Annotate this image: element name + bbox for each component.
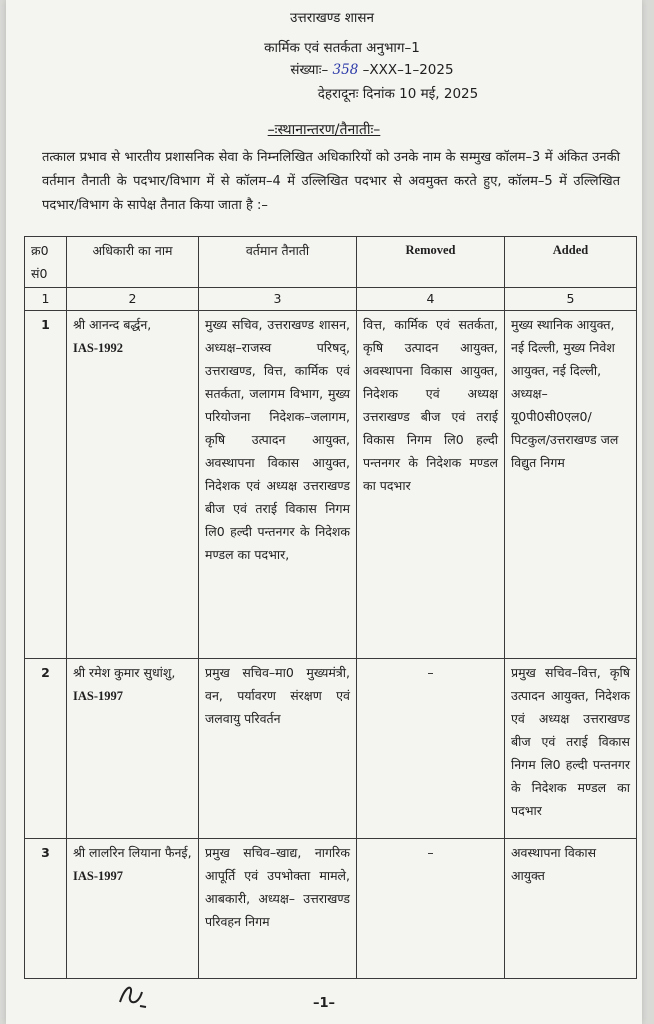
officer-service-batch: IAS-1992 bbox=[73, 341, 124, 355]
column-number: 1 bbox=[25, 288, 67, 311]
added-posting: अवस्थापना विकास आयुक्त bbox=[505, 839, 637, 979]
table-row bbox=[25, 311, 637, 659]
serial-number: 2 bbox=[25, 659, 67, 839]
header-added: Added bbox=[505, 237, 637, 288]
table-header-row bbox=[25, 237, 637, 288]
removed-posting: – bbox=[357, 659, 505, 839]
header-current-posting: वर्तमान तैनाती bbox=[199, 237, 357, 288]
current-posting: प्रमुख सचिव–खाद्य, नागरिक आपूर्ति एवं उपभोक्ता मामले, आबकारी, अध्यक्ष– उत्तराखण्ड परिवहन निगम bbox=[199, 839, 357, 979]
column-number: 2 bbox=[67, 288, 199, 311]
officer-name: श्री लालरिन लियाना फैनई, bbox=[73, 845, 192, 860]
current-posting: प्रमुख सचिव–मा0 मुख्यमंत्री, वन, पर्यावरण संरक्षण एवं जलवायु परिवर्तन bbox=[199, 659, 357, 839]
document-page bbox=[6, 0, 642, 1024]
department-name: कार्मिक एवं सतर्कता अनुभाग–1 bbox=[264, 40, 420, 56]
officer-name-cell bbox=[67, 839, 199, 979]
column-number-row bbox=[25, 288, 637, 311]
added-posting: मुख्य स्थानिक आयुक्त, नई दिल्ली, मुख्य निवेश आयुक्त, नई दिल्ली, अध्यक्ष– यू0पी0सी0एल0/ पिटकुल/उत्तराखण्ड जल विद्युत निगम bbox=[505, 311, 637, 659]
header-removed: Removed bbox=[357, 237, 505, 288]
page-number: –1– bbox=[312, 996, 336, 1011]
added-posting: प्रमुख सचिव–वित्त, कृषि उत्पादन आयुक्त, निदेशक एवं अध्यक्ष उत्तराखण्ड बीज एवं तराई विकास निगम लि0 हल्दी पन्तनगर के निदेशक मण्डल का पदभार bbox=[505, 659, 637, 839]
officer-service-batch: IAS-1997 bbox=[73, 869, 124, 883]
order-number-suffix: –XXX–1–2025 bbox=[362, 62, 454, 78]
officer-name: श्री आनन्द बर्द्धन, bbox=[73, 317, 152, 332]
column-number: 5 bbox=[505, 288, 637, 311]
transfer-table bbox=[24, 236, 637, 979]
order-number-handwritten: 358 bbox=[332, 62, 359, 78]
order-number-prefix: संख्याः– bbox=[290, 62, 329, 78]
serial-number: 3 bbox=[25, 839, 67, 979]
order-number bbox=[54, 60, 654, 78]
intro-paragraph: तत्काल प्रभाव से भारतीय प्रशासनिक सेवा के निम्नलिखित अधिकारियों को उनके नाम के सम्मुख कॉलम–3 में अंकित उनकी वर्तमान तैनाती के पदभार/विभाग में से कॉलम–4 में उल्लिखित पदभार से अवमुक्त करते हुए, कॉलम–5 में उल्लिखित पदभार/विभाग के सापेक्ष तैनात किया जाता है :– bbox=[42, 150, 620, 213]
removed-posting: – bbox=[357, 839, 505, 979]
table-row bbox=[25, 659, 637, 839]
government-title: उत्तराखण्ड शासन bbox=[289, 10, 374, 26]
serial-number: 1 bbox=[25, 311, 67, 659]
officer-service-batch: IAS-1997 bbox=[73, 689, 124, 703]
place-and-date: देहरादूनः दिनांक 10 मई, 2025 bbox=[317, 86, 479, 102]
removed-posting: वित्त, कार्मिक एवं सतर्कता, कृषि उत्पादन आयुक्त, अवस्थापना विकास आयुक्त, निदेशक एवं अध्यक्ष उत्तराखण्ड बीज एवं तराई विकास निगम लि0 हल्दी पन्तनगर के निदेशक मण्डल का पदभार bbox=[357, 311, 505, 659]
column-number: 4 bbox=[357, 288, 505, 311]
officer-name: श्री रमेश कुमार सुधांशु, bbox=[73, 665, 176, 680]
header-serial: क्र0 सं0 bbox=[25, 237, 67, 288]
officer-name-cell bbox=[67, 659, 199, 839]
column-number: 3 bbox=[199, 288, 357, 311]
officer-name-cell bbox=[67, 311, 199, 659]
header-officer-name: अधिकारी का नाम bbox=[67, 237, 199, 288]
order-heading: –ःस्थानान्तरण/तैनातीः– bbox=[267, 122, 381, 138]
table-row bbox=[25, 839, 637, 979]
current-posting: मुख्य सचिव, उत्तराखण्ड शासन, अध्यक्ष–राजस्व परिषद्, उत्तराखण्ड, वित्त, कार्मिक एवं सतर्कता, जलागम विभाग, मुख्य परियोजना निदेशक–जलागम, कृषि उत्पादन आयुक्त, अवस्थापना विकास आयुक्त, निदेशक एवं अध्यक्ष उत्तराखण्ड बीज एवं तराई विकास निगम लि0 हल्दी पन्तनगर के निदेशक मण्डल का पदभार, bbox=[199, 311, 357, 659]
